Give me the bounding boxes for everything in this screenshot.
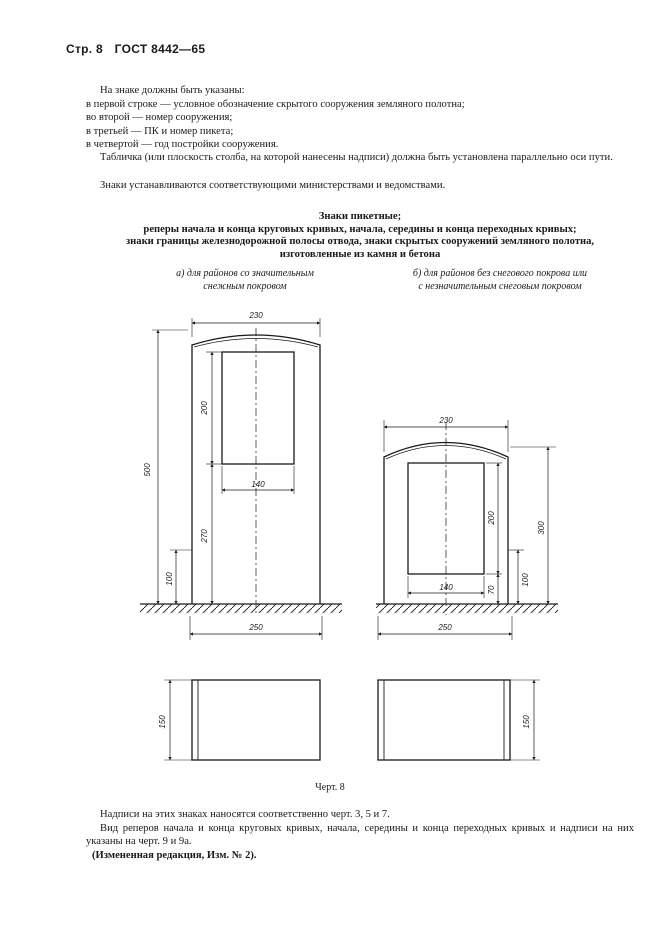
intro-line: во второй — номер сооружения; (86, 112, 233, 123)
dim-a-top-width: 230 (249, 311, 263, 320)
intro-line: в первой строке — условное обозначение скрытого сооружения земляного полотна; (86, 98, 465, 110)
intro-line: в четвертой — год постройки сооружения. (86, 139, 279, 150)
caption-a: а) для районов со значительным снежным покровом (176, 268, 314, 292)
dim-b-low-gap: 70 (487, 585, 496, 595)
intro-line: На знаке должны быть указаны: (100, 85, 245, 96)
dim-a-base-height: 100 (165, 572, 174, 586)
intro-line: в третьей — ПК и номер пикета; (86, 125, 234, 137)
figure-caption: Черт. 8 (315, 782, 345, 793)
caption-b: б) для районов без снегового покрова или с незначительным снеговым покровом (412, 268, 588, 292)
standard-code: ГОСТ 8442—65 (114, 42, 206, 56)
dim-b-base-width: 250 (438, 623, 452, 632)
dim-b-plate-height: 200 (487, 511, 496, 525)
footer-text (86, 808, 634, 862)
page-number: Стр. 8 (66, 42, 104, 56)
section-title: Знаки пикетные; (318, 211, 402, 222)
dim-a-plan-depth: 150 (158, 715, 167, 729)
dim-b-total-height: 300 (537, 521, 546, 535)
dim-a-plate-height: 200 (200, 401, 209, 415)
dim-a-plate-width: 140 (251, 480, 265, 489)
install-note: Знаки устанавливаются соответствующими министерствами и ведомствами. (100, 180, 446, 191)
sign-a-elevation (140, 318, 342, 640)
sign-a-plan (164, 680, 320, 760)
dim-b-plan-depth: 150 (522, 715, 531, 729)
section-subtitle-line: реперы начала и конца круговых кривых, начала, середины и конца переходных кривых; (143, 223, 577, 235)
sign-b-plan (378, 680, 540, 760)
section-subtitle-line: знаки границы железнодорожной полосы отвода, знаки скрытых сооружений земляного полотна, (125, 236, 595, 247)
sign-b-elevation (376, 420, 558, 640)
dim-b-top-width: 230 (439, 416, 453, 425)
edition-note: (Измененная редакция, Изм. № 2). (92, 849, 257, 861)
dim-b-plate-width: 140 (439, 583, 453, 592)
dim-a-base-width: 250 (249, 623, 263, 632)
footer-line: Надписи на этих знаках наносятся соответственно черт. 3, 5 и 7. (100, 809, 390, 820)
footer-line: Вид реперов начала и конца круговых кривых, начала, середины и конца переходных кривых и надписи на них указаны на черт. 9 и 9а. (86, 822, 634, 847)
section-subtitle-line: изготовленные из камня и бетона (279, 248, 441, 260)
dim-b-base-height: 100 (521, 573, 530, 587)
table-note: Табличка (или плоскость столба, на которой нанесены надписи) должна быть установлена параллельно оси пути. (100, 152, 613, 163)
dim-a-lower-height: 270 (200, 529, 209, 543)
dim-a-total-height: 500 (143, 463, 152, 477)
